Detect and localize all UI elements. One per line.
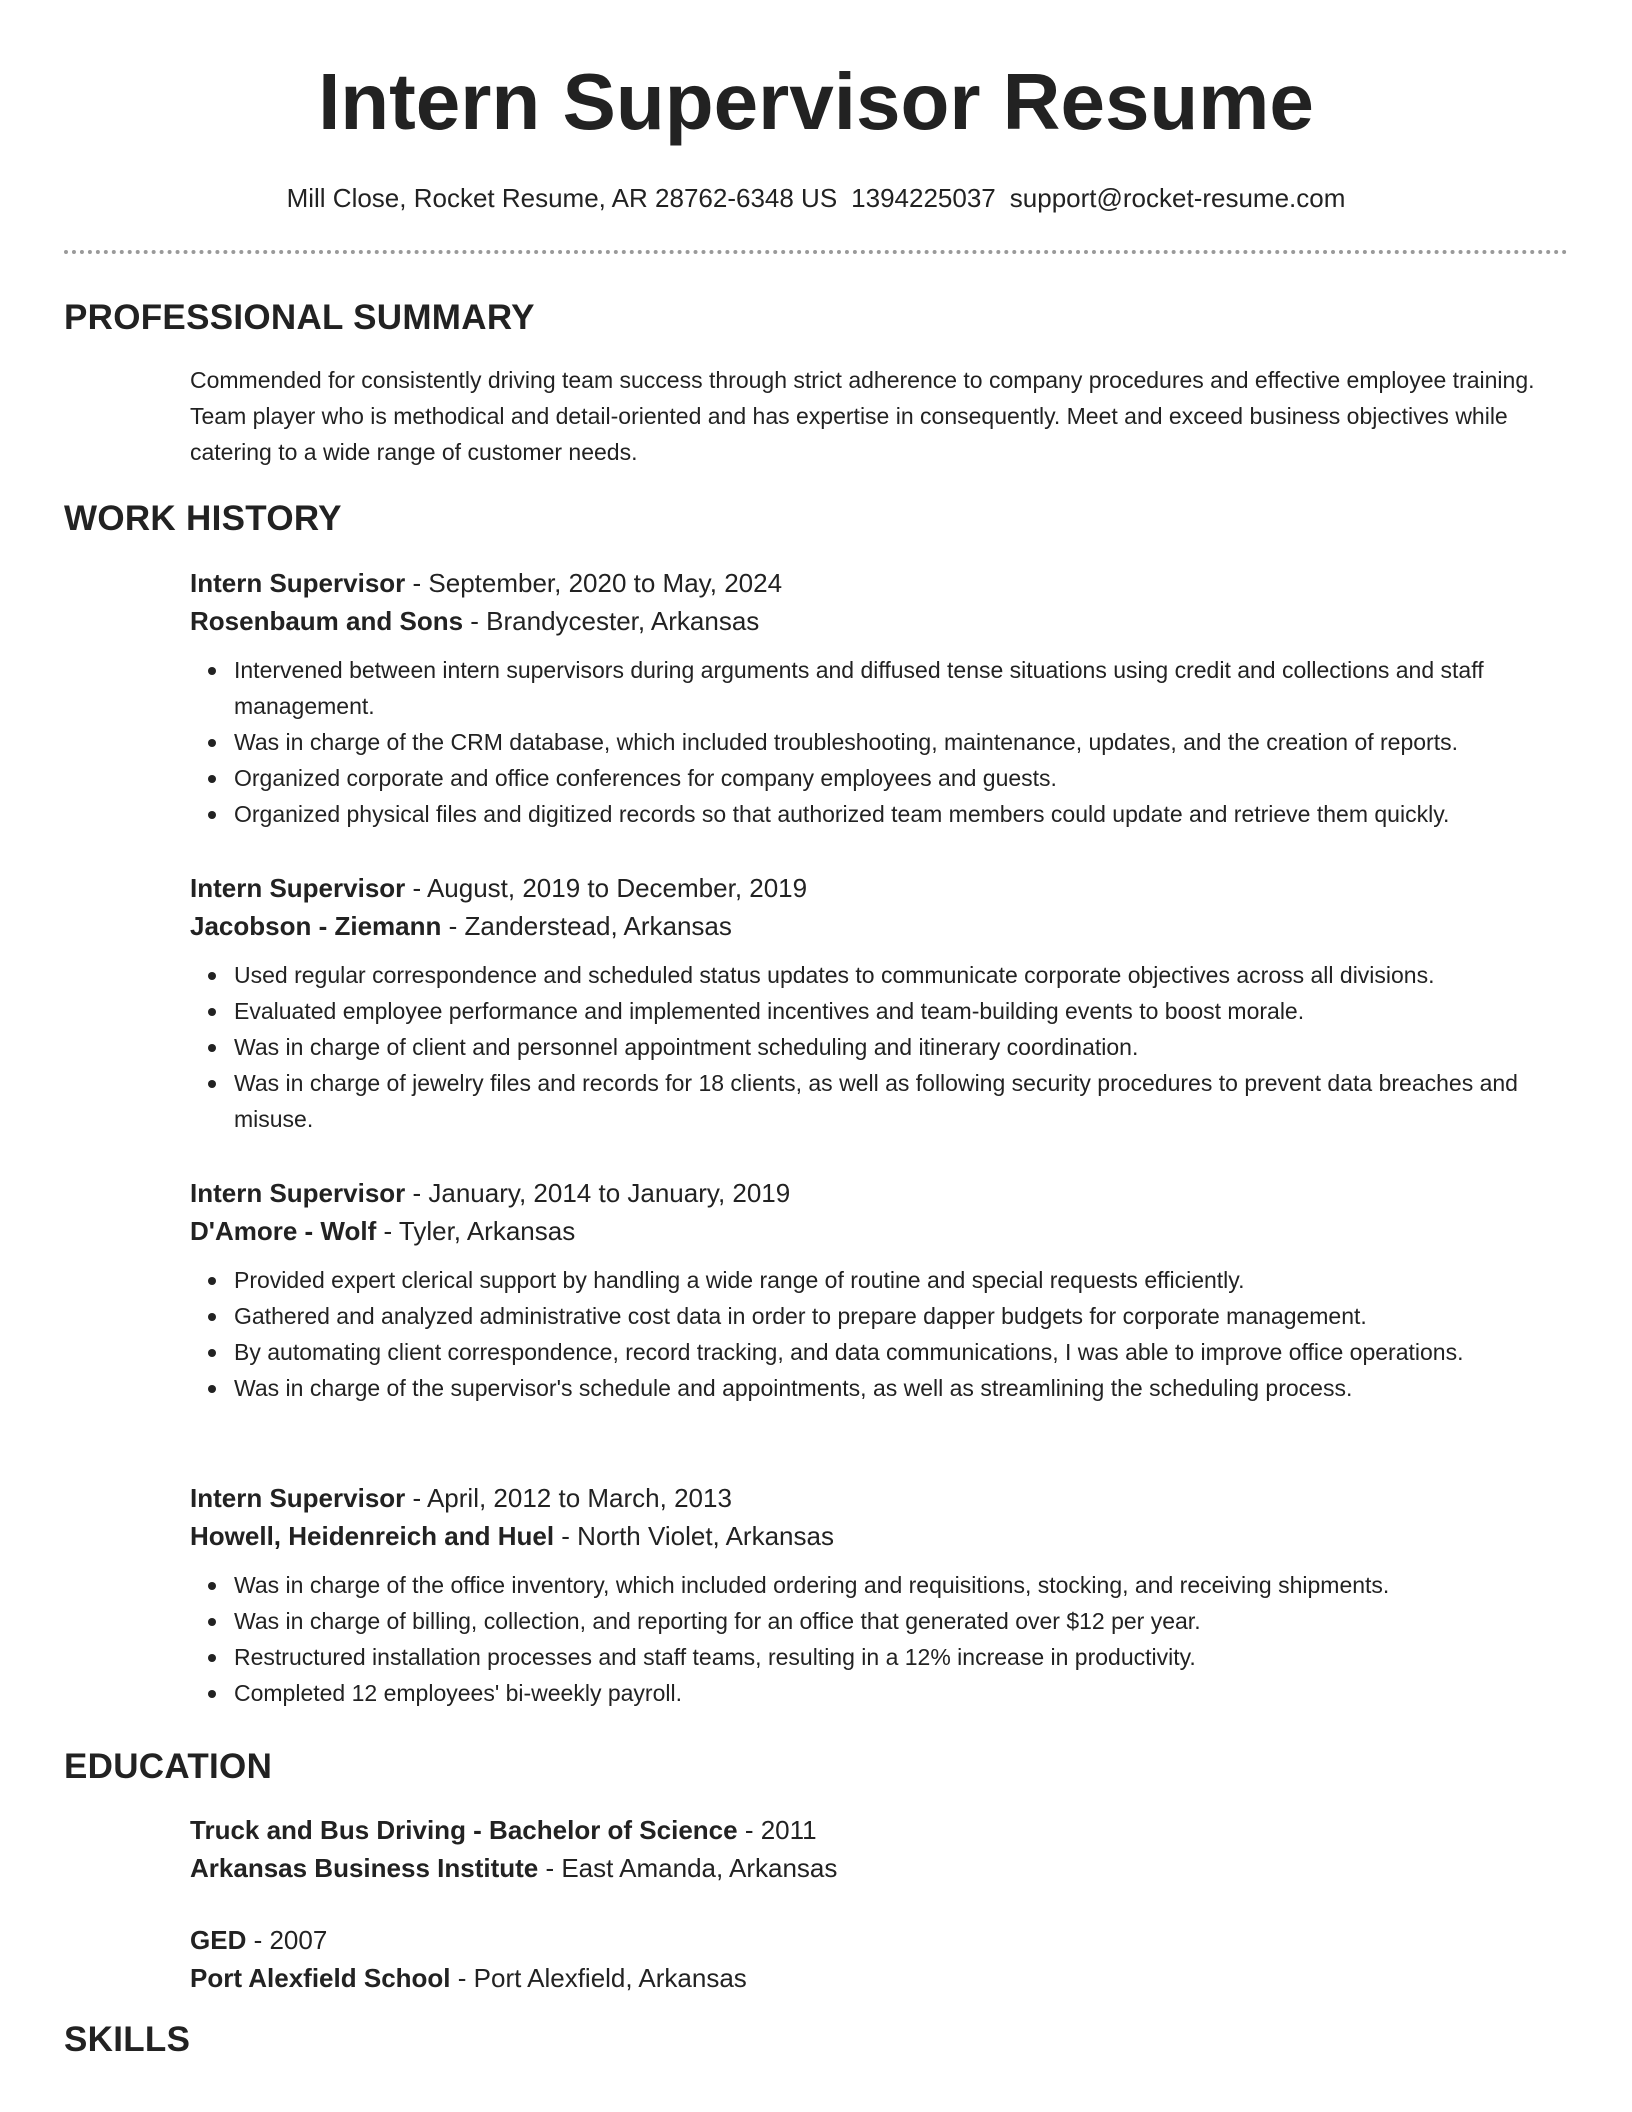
job-entry (190, 869, 1568, 1137)
summary-text: Commended for consistently driving team success through strict adherence to company procedures and effective employee training. Team player who is methodical and detail-oriented and has expertise in consequently. Meet and exceed business objectives while catering to a wide range of customer needs. (190, 367, 1535, 465)
job-bullet: Was in charge of the CRM database, which included troubleshooting, maintenance, updates, and the creation of reports. (234, 724, 1568, 760)
education-school-line (190, 1849, 1568, 1887)
work-history-heading: WORK HISTORY (64, 499, 342, 538)
job-dates: - April, 2012 to March, 2013 (405, 1483, 732, 1513)
job-dates: - September, 2020 to May, 2024 (405, 568, 783, 598)
job-bullet: Was in charge of billing, collection, and reporting for an office that generated over $12 per year. (234, 1603, 1568, 1639)
job-bullets (190, 1567, 1568, 1711)
job-bullet: Organized physical files and digitized records so that authorized team members could update and retrieve them quickly. (234, 796, 1568, 832)
job-bullet: By automating client correspondence, record tracking, and data communications, I was able to improve office operations. (234, 1334, 1568, 1370)
education-entry (190, 1811, 1568, 1887)
contact-email: support@rocket-resume.com (1009, 183, 1346, 213)
education-degree: Truck and Bus Driving - Bachelor of Science (190, 1815, 738, 1845)
job-title-line (190, 1174, 1568, 1212)
education-year: - 2007 (246, 1925, 328, 1955)
job-role: Intern Supervisor (190, 1483, 406, 1513)
job-location: - Zanderstead, Arkansas (441, 911, 732, 941)
job-bullet: Evaluated employee performance and implemented incentives and team-building events to boost morale. (234, 993, 1568, 1029)
job-entry (190, 564, 1568, 832)
job-bullet: Was in charge of the supervisor's schedule and appointments, as well as streamlining the scheduling process. (234, 1370, 1568, 1406)
education-location: - East Amanda, Arkansas (538, 1853, 838, 1883)
job-bullet: Gathered and analyzed administrative cost data in order to prepare dapper budgets for corporate management. (234, 1298, 1568, 1334)
job-role: Intern Supervisor (190, 568, 406, 598)
job-role: Intern Supervisor (190, 1178, 406, 1208)
job-bullets (190, 957, 1568, 1137)
job-company-line (190, 1212, 1568, 1250)
summary-heading: PROFESSIONAL SUMMARY (64, 298, 535, 337)
job-dates: - August, 2019 to December, 2019 (405, 873, 808, 903)
job-company: D'Amore - Wolf (190, 1216, 377, 1246)
job-bullet: Completed 12 employees' bi-weekly payroll. (234, 1675, 1568, 1711)
job-company-line (190, 602, 1568, 640)
job-bullet: Was in charge of client and personnel appointment scheduling and itinerary coordination. (234, 1029, 1568, 1065)
job-company: Jacobson - Ziemann (190, 911, 442, 941)
job-bullets (190, 652, 1568, 832)
education-degree-line (190, 1811, 1568, 1849)
job-title-line (190, 869, 1568, 907)
job-location: - Tyler, Arkansas (376, 1216, 576, 1246)
job-company-line (190, 1517, 1568, 1555)
education-school: Arkansas Business Institute (190, 1853, 539, 1883)
job-bullet: Organized corporate and office conferences for company employees and guests. (234, 760, 1568, 796)
job-role: Intern Supervisor (190, 873, 406, 903)
job-bullet: Used regular correspondence and scheduled status updates to communicate corporate objectives across all divisions. (234, 957, 1568, 993)
job-entry (190, 1479, 1568, 1711)
job-bullet: Restructured installation processes and staff teams, resulting in a 12% increase in productivity. (234, 1639, 1568, 1675)
education-year: - 2011 (737, 1815, 817, 1845)
header-divider (64, 250, 1568, 254)
job-title-line (190, 1479, 1568, 1517)
job-dates: - January, 2014 to January, 2019 (405, 1178, 791, 1208)
resume-title: Intern Supervisor Resume (318, 57, 1314, 146)
education-location: - Port Alexfield, Arkansas (450, 1963, 747, 1993)
job-bullets (190, 1262, 1568, 1406)
job-entry (190, 1174, 1568, 1406)
job-location: - North Violet, Arkansas (554, 1521, 834, 1551)
job-bullet: Intervened between intern supervisors during arguments and diffused tense situations using credit and collections and staff management. (234, 652, 1568, 724)
contact-phone: 1394225037 (851, 183, 996, 213)
summary-section (190, 362, 1568, 470)
contact-address: Mill Close, Rocket Resume, AR 28762-6348 US (286, 183, 838, 213)
job-bullet: Was in charge of the office inventory, which included ordering and requisitions, stocking, and receiving shipments. (234, 1567, 1568, 1603)
skills-heading: SKILLS (64, 2020, 191, 2059)
education-school-line (190, 1959, 1568, 1997)
job-company-line (190, 907, 1568, 945)
job-company: Rosenbaum and Sons (190, 606, 464, 636)
contact-line (64, 178, 1568, 218)
job-bullet: Provided expert clerical support by handling a wide range of routine and special requests efficiently. (234, 1262, 1568, 1298)
job-title-line (190, 564, 1568, 602)
education-degree: GED (190, 1925, 247, 1955)
job-location: - Brandycester, Arkansas (463, 606, 760, 636)
education-heading: EDUCATION (64, 1747, 273, 1786)
job-company: Howell, Heidenreich and Huel (190, 1521, 555, 1551)
job-bullet: Was in charge of jewelry files and records for 18 clients, as well as following security procedures to prevent data breaches and misuse. (234, 1065, 1568, 1137)
education-degree-line (190, 1921, 1568, 1959)
education-school: Port Alexfield School (190, 1963, 451, 1993)
education-entry (190, 1921, 1568, 1997)
